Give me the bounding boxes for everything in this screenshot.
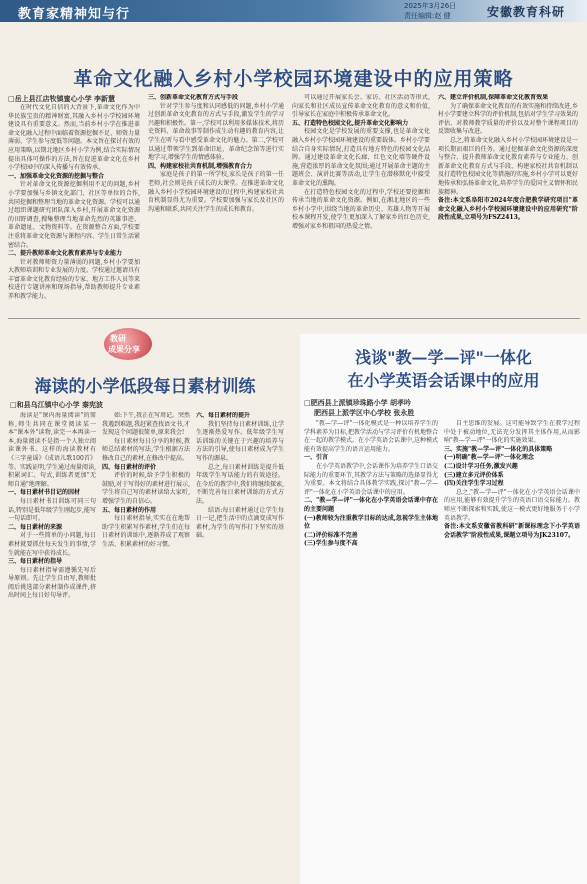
- article3-column-1: [304, 420, 438, 876]
- section-heading: 六、每日素材的提升: [196, 412, 251, 419]
- paragraph: 如:下午,我正在写周记。突然我遇到难题,我赶紧查找语文书,才发现这个问题很简单,原来我会!: [102, 412, 190, 437]
- section-heading: 一、每日素材书目记的因材: [8, 489, 81, 497]
- paragraph: 可以通过开展家长会、家访、社区活动等形式,向家长和社区成员宣传革命文化教育的意义和价值,引导家长在家庭中积极传承革命文化。: [292, 94, 430, 119]
- paragraph: 海读是"课内海量阅读"的简称,师生共同在课堂阅读某一本"课本外"读物,读完一本再读一本,海量阅读不是指一个人独立阅读课外书。这样的海读教材有《三字童谣》《成语儿歌100首》等。实践证明,学生通过海量阅读,积累词汇、句式,训练者更加"无师自通"地理解。: [8, 412, 96, 488]
- sub-heading: (二)评价标准不完善: [304, 531, 358, 539]
- article2-column-3: [196, 412, 284, 876]
- section-heading: 一、引言: [304, 454, 329, 462]
- section-heading: 五、打造特色校园文化,提升革命文化影响力: [292, 119, 409, 127]
- article3-byline-1: □肥西县上派镇珍珠路小学 胡孝吟: [304, 399, 412, 407]
- section-heading: 五、每日素材的作用: [102, 506, 157, 514]
- article1-column-4: [438, 94, 578, 310]
- article3-column-2: [444, 420, 580, 876]
- article3-title: [300, 346, 587, 392]
- logo-text-1: 教研: [110, 334, 126, 343]
- paragraph: 总之,"教—学—评"一体化在小学英语会话课中的应用,能够有效提升学生的英语口语交际能力。教师应不断探索和实践,使这一模式更好地服务于小学英语教学。: [444, 488, 580, 522]
- article3-byline-2: 肥西县上派学区中心学校 张永胜: [314, 409, 415, 417]
- section-heading: 三、实施"教—学—评"一体化的具体策略: [444, 445, 553, 453]
- paragraph: 总之,将革命文化融入乡村小学校园环境建设是一项长期而艰巨的任务。通过挖掘革命文化资源的深度与整合、提升教师革命文化教育素养与专业能力、创新革命文化教育方式与手段、构建家校社共育机制以及打造特色校园文化等措施的实施,乡村小学可以更好地传承和弘扬革命文化,培养学生的爱国主义情怀和民族精神。: [438, 136, 578, 196]
- paragraph: 针对学生参与度和认同感低的问题,乡村小学通过创新革命文化教育的方式与手段,激发学生的学习兴趣和积极性。第一,学校可以利用多媒体技术,将历史资料、革命故事等制作成生动有趣的教育内容,让学生在听与看中感受革命文化的魅力。第二,学校可以通过带领学生到革命旧址、革命纪念馆等进行实地学习,增强学生的情感体验。: [148, 102, 284, 162]
- paragraph: 总之,每日素材训练是提升低年级学生写话能力的有效途径。在今后的教学中,我们将继续探索,不断完善每日素材训练的方式方法。: [196, 463, 284, 505]
- section-heading: 一、加强革命文化资源的挖掘与整合: [8, 172, 105, 180]
- paragraph: 每日素材指导,实实在在地帮助学生积累写作素材,学生们在每日素材的训练中,逐渐养成了观察生活、积累素材的好习惯。: [102, 515, 190, 548]
- sub-heading: (四)关注学生学习过程: [444, 480, 504, 488]
- paragraph: 家庭是孩子的第一所学校,家长是孩子的第一任老师,社会则是孩子成长的大课堂。在推进革命文化融入乡村小学校园环境建设的过程中,构建家校社共育机制显得尤为重要。学校要加强与家长及社区的沟通和联系,共同关注学生的成长和教育。: [148, 171, 284, 213]
- sub-heading: (三)建立多元评价体系: [444, 471, 504, 479]
- paragraph: 评价的时候,给予学生积极的鼓励,对于写得好的素材进行展示,学生将自己写的素材读给大家听,增强学生的自信心。: [102, 472, 190, 505]
- sub-heading: (一)教师较为注重教学目标的达成,忽视学生主体地位: [304, 514, 438, 531]
- paragraph: 我们坚持每日素材训练,让学生逐渐热爱写作。低年级学生写话训练的关键在于兴趣的培养与方法的引导,使每日素材成为学生写作的源泉。: [196, 420, 284, 462]
- article1-column-3: [292, 94, 430, 310]
- sub-heading: (二)设计学习任务,激发兴趣: [444, 462, 518, 470]
- paragraph: 每日素材书目训练可同三句话,特别是低年级学生刚起步,能写一句话即可。: [8, 497, 96, 523]
- paragraph: 针对革命文化资源挖掘利用不足的问题,乡村小学要加强与乡镇文化部门、社区等单位的合作,共同挖掘和整理当地的革命文化资源。学校可以通过组织课题研究团队深入乡村,开展革命文化资源的田野调查,搜集整理当地革命先烈的英雄事迹、革命遗址、文物资料等。在资源整合方面,学校要注重将革命文化资源与课程内容、学生日常生活紧密结合。: [8, 181, 140, 249]
- section-heading: 二、"教—学—评"一体化在小学英语会话课中存在的主要问题: [304, 497, 438, 513]
- article1-column-2: [148, 94, 284, 310]
- divider: [8, 318, 580, 319]
- paragraph: 对于一些简单的小问题,每日素材就要抓住每天发生的事情,学生就能在写中获得成长。: [8, 532, 96, 557]
- paragraph: 结语:每日素材通过让学生每日一记,把生活中的点滴变成写作素材,为学生的写作打下坚实的基础。: [196, 506, 284, 540]
- paragraph: 为了确保革命文化教育的有效实施和持续改进,乡村小学要建立科学的评价机制,包括对学生学习效果的评估、对教师教学质量的评价以及对整个课程项目的反馈收集与改进。: [438, 102, 578, 136]
- paragraph: 每日素材每日分享的时候,教师总结素材的写法,学生根据方法修改自己的素材,在修改中提高。: [102, 437, 190, 462]
- section-heading: 二、每日素材的来源: [8, 523, 63, 531]
- section-heading: 六、建立评价机制,保障革命文化教育效果: [438, 94, 549, 101]
- section-heading: 二、提升教师革命文化教育素养与专业能力: [8, 250, 123, 258]
- section-heading: 四、构建家校社共育机制,增强教育合力: [148, 162, 253, 170]
- footnote: 备注:本文系阜阳市2024年度合肥教学研究项目"革命文化融入乡村小学校园环境建设中的应用研究"阶段性成果,立项号为FSZ2413。: [438, 197, 578, 222]
- sub-heading: (一)明确"教—学—评"一体化理念: [444, 454, 534, 462]
- footnote: 备注:本文系安徽省教科研"新课标理念下小学英语会话教学"阶段性成果,课题立项号为JK23107。: [444, 523, 580, 539]
- paragraph: 在小学英语教学中,会话课作为培养学生口语交际能力的重要环节,其教学方法与策略的选择显得尤为重要。本文将结合具体教学实践,探讨"教—学—评"一体化在小学英语会话课中的应用。: [304, 462, 438, 496]
- sub-heading: (三)学生参与度不高: [304, 540, 358, 548]
- paragraph: 校园文化是学校发展的重要支撑,也是革命文化融入乡村小学校园环境建设的重要载体。乡村小学要结合自身实际情况,打造具有地方特色的校园文化品牌。通过建设革命文化长廊、红色文化墙等硬件设施,营造浓厚的革命文化氛围;通过开展革命主题的主题班会、演讲比赛等活动,让学生在潜移默化中接受革命文化的熏陶。: [292, 128, 430, 187]
- paragraph: 每日素材指导需遵循先写后导原则。先让学生自由写,教师批阅后挑选部分素材制作成课件,挤出时间上每日好句导评。: [8, 566, 96, 600]
- paragraph: 在打造特色校园文化的过程中,学校还要挖掘和传承当地的革命文化资源。例如,在湘北地区的一些乡村小学中,围绕当地的革命历史、英雄人物等开展校本课程开发,使学生更加深入了解家乡的红色历史,增强对家乡和祖国的热爱之情。: [292, 188, 430, 230]
- paragraph: 自主思维的发展。这可能导致学生在教学过程中处于被动地位,无法充分发挥其主体作用,从而影响"教—学—评"一体化的实施效果。: [444, 420, 580, 445]
- article3-title-line-1: 浅谈"教—学—评"一体化: [355, 348, 532, 367]
- section-title: 教育家精神知与行: [18, 7, 131, 22]
- logo-text-2: 成果分享: [108, 345, 140, 354]
- article1-byline: □岳上县江店牧镇蜜心小学 李新慧: [8, 95, 116, 103]
- article1-column-1: [8, 104, 140, 330]
- paragraph: 针对教师师资力量薄弱的问题,乡村小学要加大教师培训和专业发展的力度。学校通过邀请具有丰富革命文化教育经验的专家、地方工作人员等来校进行专题讲座和现场指导,帮助教师提升专业素养和教学能力。: [8, 258, 140, 301]
- paragraph: "教—学—评"一体化模式是一种以培养学生的学科素养为目标,把教学活动与学习评价有机地整合在一起的教学模式。在小学英语会话课中,这种模式能有效提高学生的语言运用能力。: [304, 420, 438, 453]
- article3-title-line-2: 在小学英语会话课中的应用: [347, 371, 540, 390]
- newspaper-brand: 安徽教育科研: [487, 5, 566, 19]
- issue-date: 2025年3月26日: [404, 2, 457, 10]
- article1-title: 革命文化融入乡村小学校园环境建设中的应用策略: [73, 68, 514, 90]
- editor-credit: 责任编辑:赵 健: [404, 12, 451, 20]
- article2-byline: □和县乌江镇中心小学 秦宪波: [10, 401, 104, 409]
- section-heading: 三、创新革命文化教育方式与手段: [148, 94, 239, 101]
- article2-column-1: [8, 412, 96, 876]
- paragraph: 在时代文化自信的大背景下,革命文化作为中华民族宝贵的精神财富,其融入乡村小学校园环境建设具有重要意义。然而,当前乡村小学在推进革命文化融入过程中面临着资源挖掘不足、师资力量薄弱、学生参与度低等问题。本文旨在探讨有效的应用策略,以期北地区乡村小学为例,结合实际情况提出具体可操作的方法,旨在促进革命文化在乡村小学校园中的深入传播与有效传承。: [8, 104, 140, 172]
- column-logo: [98, 324, 158, 364]
- article2-title: 海读的小学低段每日素材训练: [34, 377, 256, 397]
- section-heading: 四、每日素材的评价: [102, 463, 157, 471]
- article2-column-2: [102, 412, 190, 876]
- section-heading: 三、每日素材的指导: [8, 558, 63, 566]
